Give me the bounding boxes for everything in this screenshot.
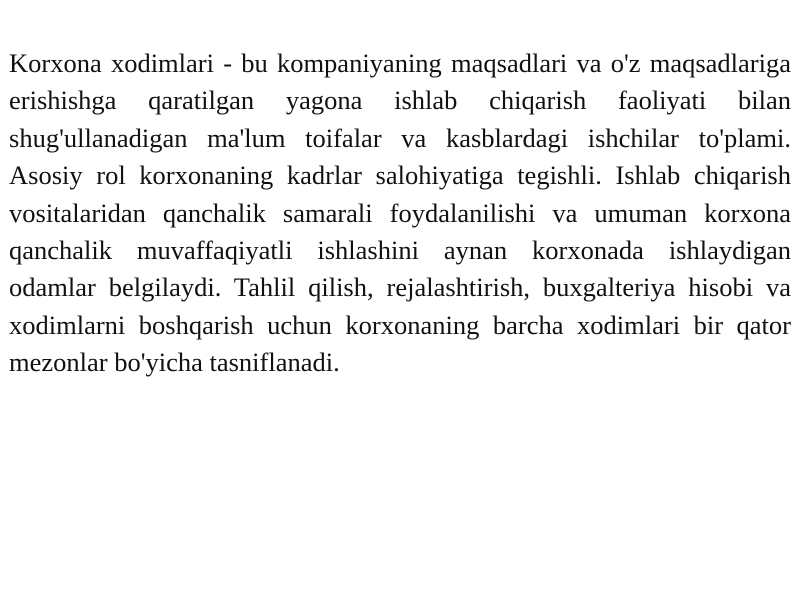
body-paragraph: Korxona xodimlari - bu kompaniyaning maqsadlari va o'z maqsadlariga erishishga qaratilgan yagona ishlab chiqarish faoliyati bilan shug'ullanadigan ma'lum toifalar va kasblardagi ishchilar to'plami. Asosiy rol korxonaning kadrlar salohiyatiga tegishli. Ishlab chiqarish vositalaridan qanchalik samarali foydalanilishi va umuman korxona qanchalik muvaffaqiyatli ishlashini aynan korxonada ishlaydigan odamlar belgilaydi. Tahlil qilish, rejalashtirish, buxgalteriya hisobi va xodimlarni boshqarish uchun korxonaning barcha xodimlari bir qator mezonlar bo'yicha tasniflanadi. [9, 48, 791, 378]
